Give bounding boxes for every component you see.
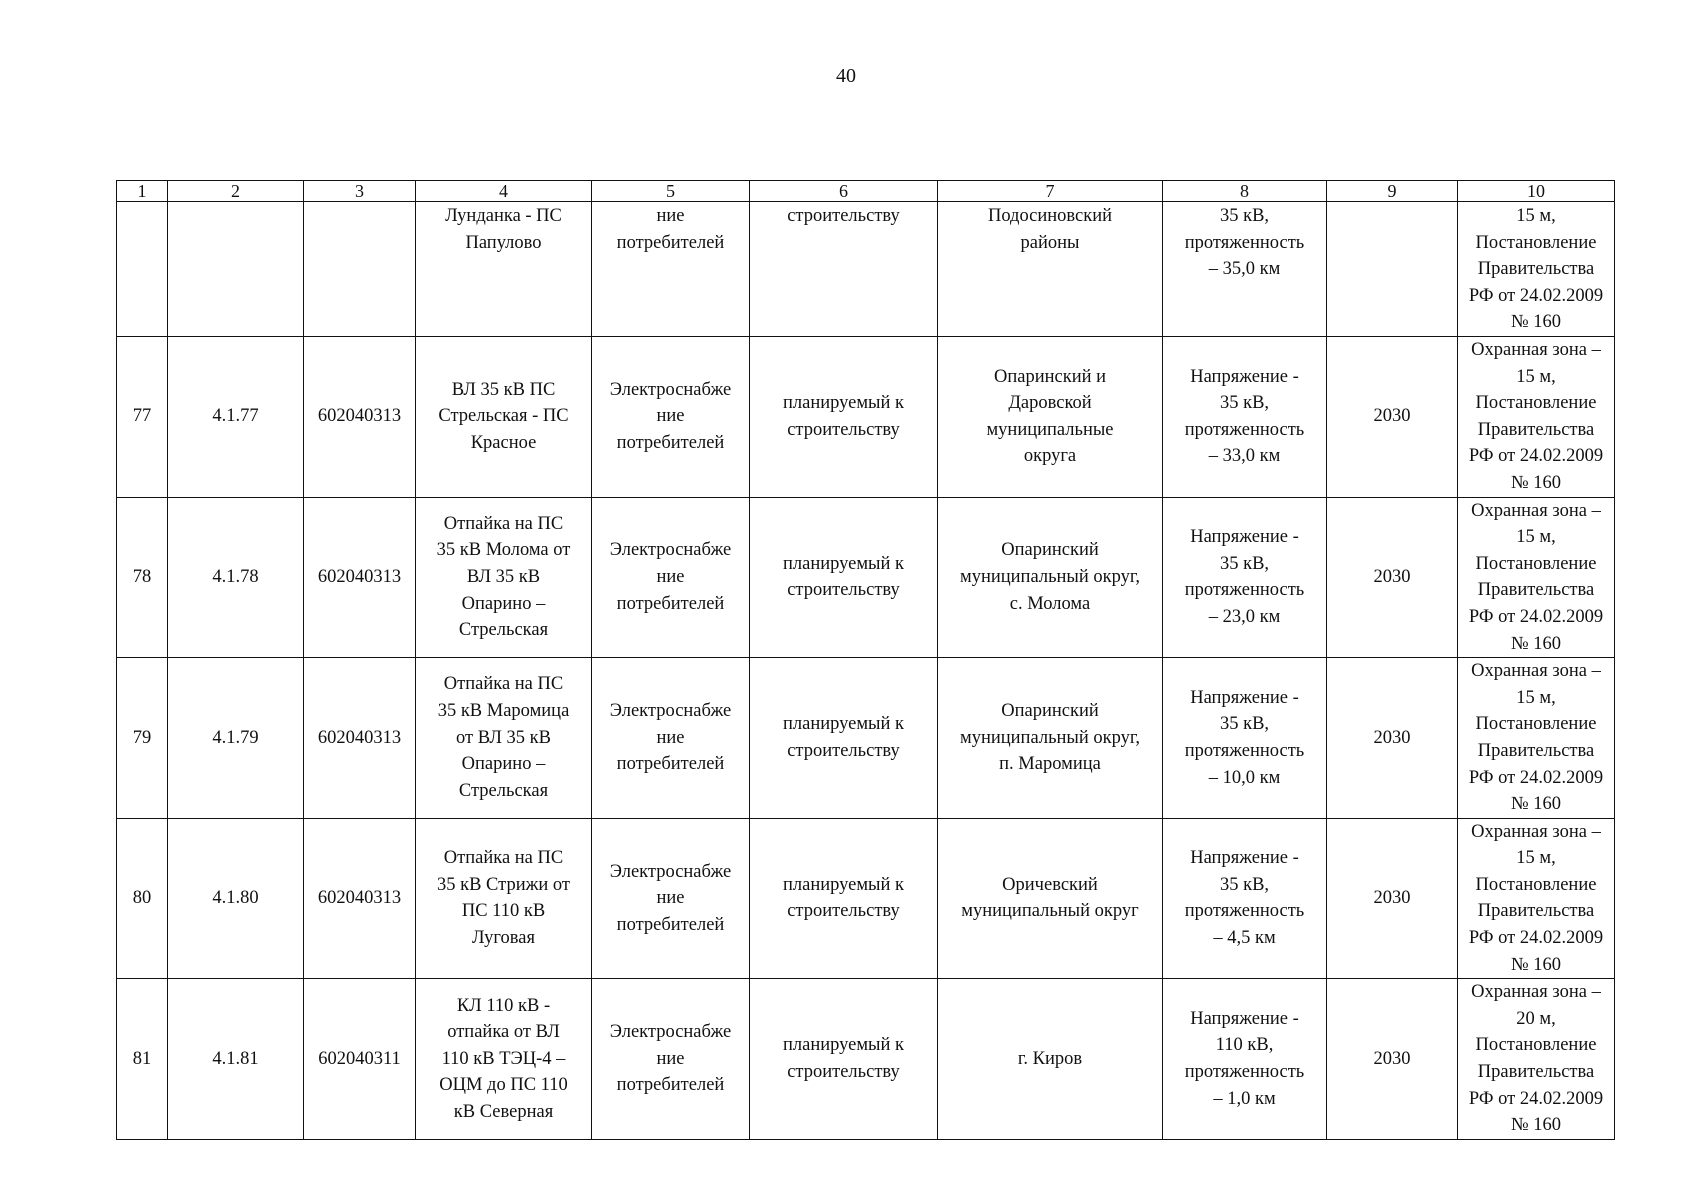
code-cell: 4.1.79 <box>168 658 304 819</box>
cell-line: Опарино – <box>461 593 546 614</box>
cell-line: Отпайка на ПС <box>443 848 564 869</box>
cell-line: 15 м, <box>1516 687 1556 708</box>
cell-line: планируемый к <box>782 1035 905 1056</box>
purpose-cell <box>592 818 750 979</box>
cell-line: Стрельская <box>458 620 549 641</box>
number-cell: 78 <box>117 497 168 658</box>
column-number-cell: 3 <box>304 181 416 202</box>
cell-line: 110 кВ, <box>1215 1035 1274 1056</box>
cell-line: Отпайка на ПС <box>443 513 564 534</box>
cell-line: протяженность <box>1184 901 1305 922</box>
location-cell <box>938 337 1163 498</box>
okato-cell: 602040311 <box>304 979 416 1140</box>
cell-line: 35 кВ Маромица <box>437 701 570 722</box>
specs-cell <box>1163 818 1327 979</box>
cell-line: 35 кВ, <box>1219 206 1270 226</box>
object-name-cell <box>416 497 592 658</box>
table-row <box>117 818 1615 979</box>
cell-line: № 160 <box>1510 633 1562 654</box>
year-cell: 2030 <box>1327 337 1458 498</box>
cell-line: – 4,5 км <box>1213 928 1276 949</box>
year-cell: 2030 <box>1327 658 1458 819</box>
specs-cell <box>1163 497 1327 658</box>
cell-line: Охранная зона – <box>1471 821 1601 842</box>
cell-line: строительству <box>787 740 900 761</box>
cell-line: потребителей <box>616 1075 725 1096</box>
cell-line: Напряжение - <box>1190 1008 1299 1029</box>
column-number-cell: 8 <box>1163 181 1327 202</box>
protection-zone-cell <box>1458 337 1615 498</box>
cell-line: строительству <box>787 901 900 922</box>
okato-cell: 602040313 <box>304 337 416 498</box>
cell-line: Электроснабже <box>609 1022 732 1043</box>
status-cell <box>750 337 938 498</box>
number-cell <box>117 202 168 337</box>
cell-line: строительству <box>787 419 900 440</box>
specs-cell <box>1163 337 1327 498</box>
protection-zone-cell <box>1458 818 1615 979</box>
status-cell <box>750 818 938 979</box>
purpose-cell <box>592 202 750 337</box>
year-cell: 2030 <box>1327 979 1458 1140</box>
cell-line: отпайка от ВЛ <box>447 1022 560 1043</box>
code-cell: 4.1.81 <box>168 979 304 1140</box>
specs-cell <box>1163 202 1327 337</box>
cell-line: 35 кВ, <box>1219 874 1270 895</box>
page-number: 40 <box>836 65 856 87</box>
cell-line: Правительства <box>1477 259 1595 280</box>
year-cell: 2030 <box>1327 818 1458 979</box>
okato-cell: 602040313 <box>304 658 416 819</box>
cell-line: потребителей <box>616 232 725 253</box>
column-number-cell: 1 <box>117 181 168 202</box>
cell-line: 15 м, <box>1516 206 1556 226</box>
cell-line: Постановление <box>1475 553 1597 574</box>
cell-line: – 33,0 км <box>1208 446 1281 467</box>
year-cell: 2030 <box>1327 497 1458 658</box>
cell-line: Постановление <box>1475 874 1597 895</box>
cell-line: Опаринский <box>1001 701 1099 722</box>
year-cell <box>1327 202 1458 337</box>
object-name-cell <box>416 658 592 819</box>
cell-line: Охранная зона – <box>1471 500 1601 521</box>
table-row <box>117 497 1615 658</box>
cell-line: Напряжение - <box>1190 366 1299 387</box>
cell-line: ВЛ 35 кВ <box>466 567 541 588</box>
cell-line: РФ от 24.02.2009 <box>1468 767 1604 788</box>
cell-line: протяженность <box>1184 740 1305 761</box>
cell-line: Напряжение - <box>1190 527 1299 548</box>
cell-line: п. Маромица <box>999 754 1101 775</box>
cell-line: Правительства <box>1477 901 1595 922</box>
cell-line: муниципальный округ <box>961 901 1139 922</box>
column-number-header-row <box>117 181 1615 202</box>
location-cell <box>938 202 1163 337</box>
cell-line: Опаринский <box>1001 540 1099 561</box>
cell-line: муниципальные <box>986 419 1114 440</box>
cell-line: Постановление <box>1475 714 1597 735</box>
cell-line: строительству <box>787 206 900 226</box>
cell-line: муниципальный округ, <box>960 727 1140 748</box>
cell-line: потребителей <box>616 914 725 935</box>
cell-line: № 160 <box>1510 312 1562 333</box>
cell-line: Постановление <box>1475 393 1597 414</box>
okato-cell <box>304 202 416 337</box>
cell-line: Охранная зона – <box>1471 661 1601 682</box>
purpose-cell <box>592 658 750 819</box>
cell-line: Стрельская - ПС <box>438 406 569 427</box>
cell-line: РФ от 24.02.2009 <box>1468 606 1604 627</box>
cell-line: 35 кВ, <box>1219 553 1270 574</box>
cell-line: № 160 <box>1510 954 1562 975</box>
cell-line: протяженность <box>1184 232 1305 253</box>
cell-line: Стрельская <box>458 780 549 801</box>
status-cell <box>750 658 938 819</box>
specs-cell <box>1163 658 1327 819</box>
cell-line: № 160 <box>1510 794 1562 815</box>
number-cell: 77 <box>117 337 168 498</box>
column-number-cell: 9 <box>1327 181 1458 202</box>
cell-line: муниципальный округ, <box>960 567 1140 588</box>
column-number-cell: 5 <box>592 181 750 202</box>
location-cell <box>938 658 1163 819</box>
location-cell <box>938 497 1163 658</box>
cell-line: Напряжение - <box>1190 848 1299 869</box>
cell-line: Красное <box>470 433 537 454</box>
purpose-cell <box>592 497 750 658</box>
cell-line: – 1,0 км <box>1213 1088 1276 1109</box>
purpose-cell <box>592 337 750 498</box>
purpose-cell <box>592 979 750 1140</box>
cell-line: Опарино – <box>461 754 546 775</box>
cell-line: 35 кВ, <box>1219 393 1270 414</box>
cell-line: – 23,0 км <box>1208 606 1281 627</box>
cell-line: строительству <box>787 1062 900 1083</box>
cell-line: Постановление <box>1475 1035 1597 1056</box>
cell-line: ние <box>656 888 685 909</box>
okato-cell: 602040313 <box>304 818 416 979</box>
cell-line: РФ от 24.02.2009 <box>1468 446 1604 467</box>
cell-line: Отпайка на ПС <box>443 674 564 695</box>
cell-line: планируемый к <box>782 874 905 895</box>
table-row <box>117 658 1615 819</box>
cell-line: Электроснабже <box>609 540 732 561</box>
cell-line: планируемый к <box>782 553 905 574</box>
cell-line: 15 м, <box>1516 366 1556 387</box>
status-cell <box>750 979 938 1140</box>
table-row <box>117 979 1615 1140</box>
cell-line: округа <box>1023 446 1077 467</box>
cell-line: Электроснабже <box>609 701 732 722</box>
cell-line: планируемый к <box>782 714 905 735</box>
cell-line: кВ Северная <box>453 1101 554 1122</box>
cell-line: г. Киров <box>1017 1048 1083 1069</box>
object-name-cell <box>416 202 592 337</box>
cell-line: ние <box>656 567 685 588</box>
cell-line: Оричевский <box>1002 874 1098 895</box>
cell-line: Правительства <box>1477 740 1595 761</box>
cell-line: районы <box>1020 232 1080 253</box>
cell-line: Правительства <box>1477 1062 1595 1083</box>
cell-line: – 10,0 км <box>1208 767 1281 788</box>
cell-line: от ВЛ 35 кВ <box>456 727 551 748</box>
number-cell: 80 <box>117 818 168 979</box>
okato-cell: 602040313 <box>304 497 416 658</box>
protection-zone-cell <box>1458 202 1615 337</box>
cell-line: РФ от 24.02.2009 <box>1468 928 1604 949</box>
cell-line: ние <box>656 727 685 748</box>
cell-line: Напряжение - <box>1190 687 1299 708</box>
column-number-cell: 2 <box>168 181 304 202</box>
protection-zone-cell <box>1458 497 1615 658</box>
cell-line: 35 кВ Стрижи от <box>436 874 571 895</box>
cell-line: ние <box>656 206 685 226</box>
cell-line: планируемый к <box>782 393 905 414</box>
protection-zone-cell <box>1458 658 1615 819</box>
cell-line: Правительства <box>1477 419 1595 440</box>
object-name-cell <box>416 337 592 498</box>
code-cell: 4.1.80 <box>168 818 304 979</box>
cell-line: Даровской <box>1008 393 1092 414</box>
cell-line: – 35,0 км <box>1208 259 1281 280</box>
column-number-cell: 6 <box>750 181 938 202</box>
column-number-cell: 4 <box>416 181 592 202</box>
column-number-cell: 10 <box>1458 181 1615 202</box>
cell-line: 35 кВ, <box>1219 714 1270 735</box>
cell-line: РФ от 24.02.2009 <box>1468 285 1604 306</box>
cell-line: Охранная зона – <box>1471 340 1601 360</box>
cell-line: 110 кВ ТЭЦ-4 – <box>441 1048 566 1069</box>
protection-zone-cell <box>1458 979 1615 1140</box>
cell-line: № 160 <box>1510 472 1562 493</box>
cell-line: Подосиновский <box>987 206 1113 226</box>
cell-line: строительству <box>787 580 900 601</box>
cell-line: протяженность <box>1184 1062 1305 1083</box>
cell-line: ОЦМ до ПС 110 <box>439 1075 568 1096</box>
cell-line: 35 кВ Молома от <box>436 540 571 561</box>
cell-line: Постановление <box>1475 232 1597 253</box>
cell-line: потребителей <box>616 593 725 614</box>
number-cell: 79 <box>117 658 168 819</box>
cell-line: Луговая <box>472 928 535 949</box>
cell-line: потребителей <box>616 754 725 775</box>
code-cell: 4.1.78 <box>168 497 304 658</box>
cell-line: протяженность <box>1184 580 1305 601</box>
cell-line: потребителей <box>616 433 725 454</box>
cell-line: Электроснабже <box>609 379 732 400</box>
cell-line: ние <box>656 406 685 427</box>
cell-line: ние <box>656 1048 685 1069</box>
cell-line: Правительства <box>1477 580 1595 601</box>
cell-line: Опаринский и <box>993 366 1107 387</box>
cell-line: Папулово <box>465 232 542 253</box>
cell-line: КЛ 110 кВ - <box>456 995 551 1016</box>
cell-line: ВЛ 35 кВ ПС <box>451 379 556 400</box>
cell-line: с. Молома <box>1009 593 1091 614</box>
number-cell: 81 <box>117 979 168 1140</box>
specs-cell <box>1163 979 1327 1140</box>
location-cell <box>938 818 1163 979</box>
continuation-row <box>117 202 1615 337</box>
object-name-cell <box>416 979 592 1140</box>
object-name-cell <box>416 818 592 979</box>
cell-line: № 160 <box>1510 1115 1562 1136</box>
cell-line: Лунданка - ПС <box>445 206 562 226</box>
cell-line: 15 м, <box>1516 527 1556 548</box>
register-table <box>116 180 1615 1140</box>
cell-line: 20 м, <box>1516 1008 1556 1029</box>
table-row <box>117 337 1615 498</box>
code-cell: 4.1.77 <box>168 337 304 498</box>
cell-line: Электроснабже <box>609 861 732 882</box>
column-number-cell: 7 <box>938 181 1163 202</box>
cell-line: РФ от 24.02.2009 <box>1468 1088 1604 1109</box>
cell-line: протяженность <box>1184 419 1305 440</box>
code-cell <box>168 202 304 337</box>
location-cell <box>938 979 1163 1140</box>
status-cell <box>750 497 938 658</box>
cell-line: Охранная зона – <box>1471 982 1601 1003</box>
cell-line: ПС 110 кВ <box>461 901 546 922</box>
cell-line: 15 м, <box>1516 848 1556 869</box>
status-cell <box>750 202 938 337</box>
